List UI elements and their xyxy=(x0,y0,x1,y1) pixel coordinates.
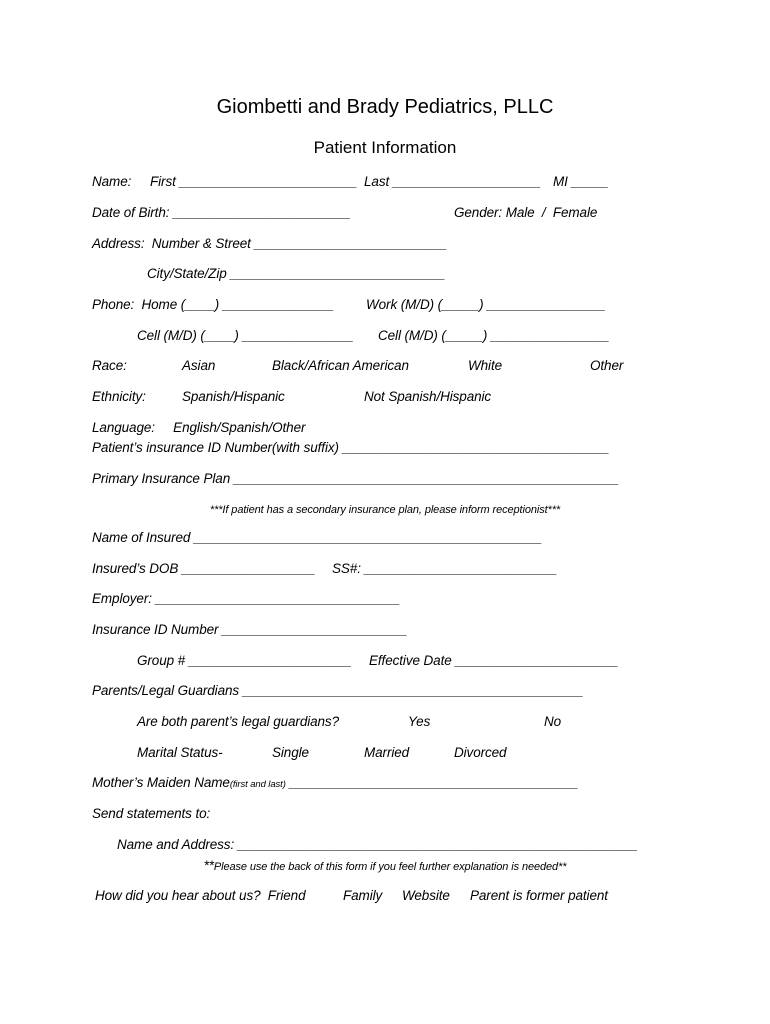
name-and-address-field[interactable]: Name and Address: ______________________________________________________ xyxy=(117,837,638,852)
race-option-other[interactable]: Other xyxy=(590,358,624,373)
note-text: Please use the back of this form if you feel further explanation is needed** xyxy=(213,861,567,873)
marital-married-option[interactable]: Married xyxy=(364,745,410,760)
referral-website-option[interactable]: Website xyxy=(402,888,450,903)
form-title: Patient Information xyxy=(313,138,457,157)
practice-title: Giombetti and Brady Pediatrics, PLLC xyxy=(216,96,554,118)
address-street-field[interactable]: Address: Number & Street __________________________ xyxy=(92,236,448,251)
city-state-zip-field[interactable]: City/State/Zip _____________________________ xyxy=(147,266,446,281)
work-phone-field[interactable]: Work (M/D) (_____) ________________ xyxy=(366,297,606,312)
race-option-asian[interactable]: Asian xyxy=(182,358,216,373)
marital-single-option[interactable]: Single xyxy=(272,745,309,760)
referral-family-option[interactable]: Family xyxy=(343,888,383,903)
cell-phone-field-2[interactable]: Cell (M/D) (_____) ________________ xyxy=(378,328,610,343)
ssn-field[interactable]: SS#: __________________________ xyxy=(332,561,558,576)
name-label: Name: xyxy=(92,174,132,189)
guardians-no-option[interactable]: No xyxy=(544,714,562,729)
referral-question[interactable]: How did you hear about us? Friend xyxy=(95,888,306,903)
name-of-insured-field[interactable]: Name of Insured _______________________________________________ xyxy=(92,530,543,545)
send-statements-label: Send statements to: xyxy=(92,806,211,821)
first-and-last-hint: (first and last) xyxy=(229,779,286,790)
ethnicity-label: Ethnicity: xyxy=(92,389,146,404)
mothers-maiden-name-field[interactable] xyxy=(92,775,578,793)
insured-dob-field[interactable]: Insured’s DOB __________________ xyxy=(92,561,316,576)
employer-field[interactable]: Employer: _________________________________ xyxy=(92,591,400,606)
parents-guardians-field[interactable]: Parents/Legal Guardians ______________________________________________ xyxy=(92,683,584,698)
race-option-white[interactable]: White xyxy=(468,358,503,373)
note-stars: ** xyxy=(203,858,214,873)
gender-field[interactable]: Gender: Male / Female xyxy=(454,205,598,220)
insurance-id-field[interactable]: Insurance ID Number _________________________ xyxy=(92,622,408,637)
effective-date-field[interactable]: Effective Date ______________________ xyxy=(369,653,619,668)
primary-insurance-field[interactable]: Primary Insurance Plan ____________________________________________________ xyxy=(92,471,619,486)
guardians-yes-option[interactable]: Yes xyxy=(408,714,431,729)
referral-former-patient-option[interactable]: Parent is former patient xyxy=(470,888,608,903)
first-name-field[interactable]: First ________________________ xyxy=(150,174,358,189)
middle-initial-field[interactable]: MI _____ xyxy=(553,174,609,189)
date-of-birth-field[interactable]: Date of Birth: ________________________ xyxy=(92,205,351,220)
group-number-field[interactable]: Group # ______________________ xyxy=(137,653,352,668)
ethnicity-option-hispanic[interactable]: Spanish/Hispanic xyxy=(182,389,285,404)
marital-status-label: Marital Status- xyxy=(137,745,223,760)
legal-guardians-question: Are both parent’s legal guardians? xyxy=(137,714,339,729)
insurance-id-suffix-field[interactable]: Patient’s insurance ID Number(with suffix) ____________________________________ xyxy=(92,440,610,455)
cell-phone-field-1[interactable]: Cell (M/D) (____) _______________ xyxy=(137,328,354,343)
secondary-insurance-note: ***If patient has a secondary insurance plan, please inform receptionist*** xyxy=(209,504,561,516)
home-phone-field[interactable]: Phone: Home (____) _______________ xyxy=(92,297,334,312)
mothers-maiden-line: _______________________________________ xyxy=(285,775,579,790)
ethnicity-option-not-hispanic[interactable]: Not Spanish/Hispanic xyxy=(364,389,492,404)
mothers-maiden-label: Mother’s Maiden Name xyxy=(92,775,230,790)
marital-divorced-option[interactable]: Divorced xyxy=(454,745,507,760)
back-of-form-note xyxy=(0,858,770,875)
last-name-field[interactable]: Last ____________________ xyxy=(364,174,541,189)
race-label: Race: xyxy=(92,358,127,373)
race-option-black[interactable]: Black/African American xyxy=(272,358,409,373)
language-field[interactable]: Language: English/Spanish/Other xyxy=(92,420,306,435)
